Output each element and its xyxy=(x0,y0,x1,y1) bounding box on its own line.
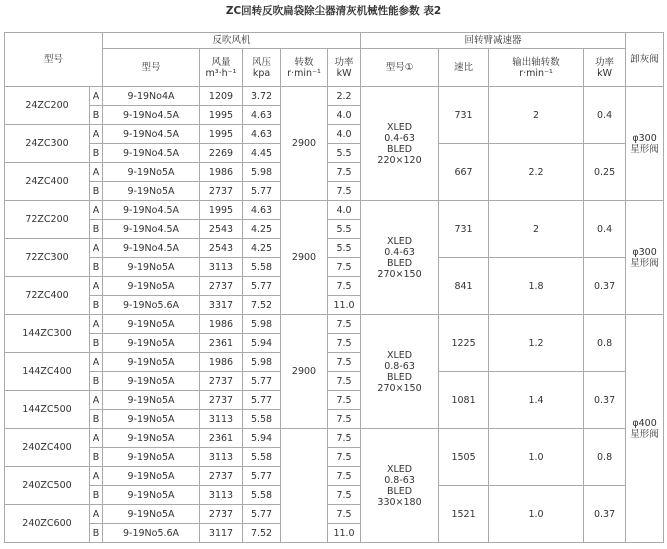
header-model: 型号 xyxy=(5,33,103,87)
fan-model-cell: 9-19No5A xyxy=(103,258,200,277)
header-flow-label: 风量 xyxy=(211,56,231,68)
reducer-power-cell: 0.37 xyxy=(584,258,626,315)
variant-cell: A xyxy=(90,315,103,334)
flow-cell: 3113 xyxy=(200,410,243,429)
reducer-model-line: 0.8-63 xyxy=(384,474,415,486)
fan-model-cell: 9-19No5.6A xyxy=(103,524,200,543)
variant-cell: B xyxy=(90,258,103,277)
fan-model-cell: 9-19No5A xyxy=(103,505,200,524)
power-cell: 7.5 xyxy=(328,410,361,429)
pressure-cell: 5.77 xyxy=(243,505,281,524)
fan-model-cell: 9-19No5A xyxy=(103,486,200,505)
model-cell: 24ZC200 xyxy=(5,87,90,125)
fan-model-cell: 9-19No5A xyxy=(103,315,200,334)
table-row xyxy=(5,201,664,220)
model-cell: 144ZC300 xyxy=(5,315,90,353)
header-speed-unit: r·min⁻¹ xyxy=(287,67,321,79)
variant-cell: B xyxy=(90,106,103,125)
model-cell: 24ZC400 xyxy=(5,163,90,201)
ash-valve-line: φ400 xyxy=(632,417,657,429)
flow-cell: 2737 xyxy=(200,372,243,391)
header-reducer-power-unit: kW xyxy=(597,67,612,79)
table-row xyxy=(5,315,664,334)
pressure-cell: 5.77 xyxy=(243,391,281,410)
variant-cell: A xyxy=(90,239,103,258)
flow-cell: 2737 xyxy=(200,467,243,486)
pressure-cell: 5.98 xyxy=(243,315,281,334)
variant-cell: A xyxy=(90,353,103,372)
model-cell: 72ZC300 xyxy=(5,239,90,277)
header-fan-model: 型号 xyxy=(103,49,200,87)
variant-cell: A xyxy=(90,125,103,144)
pressure-cell: 4.63 xyxy=(243,125,281,144)
power-cell: 4.0 xyxy=(328,201,361,220)
model-cell: 240ZC600 xyxy=(5,505,90,543)
performance-table xyxy=(4,32,664,543)
table-row xyxy=(5,429,664,448)
fan-model-cell: 9-19No4.5A xyxy=(103,125,200,144)
header-flow xyxy=(200,49,243,87)
ash-valve-cell xyxy=(626,315,664,543)
variant-cell: B xyxy=(90,220,103,239)
model-cell: 240ZC500 xyxy=(5,467,90,505)
reducer-model-line: XLED xyxy=(386,121,413,133)
power-cell: 7.5 xyxy=(328,334,361,353)
out-speed-cell: 1.0 xyxy=(489,429,584,486)
variant-cell: B xyxy=(90,296,103,315)
variant-cell: A xyxy=(90,467,103,486)
pressure-cell: 7.52 xyxy=(243,524,281,543)
header-power xyxy=(328,49,361,87)
pressure-cell: 5.58 xyxy=(243,258,281,277)
power-cell: 7.5 xyxy=(328,448,361,467)
speed-cell xyxy=(281,429,328,543)
fan-model-cell: 9-19No4.5A xyxy=(103,201,200,220)
ash-valve-line: 星形阀 xyxy=(630,428,659,440)
power-cell: 7.5 xyxy=(328,258,361,277)
power-cell: 5.5 xyxy=(328,144,361,163)
out-speed-cell: 2.2 xyxy=(489,144,584,201)
power-cell: 11.0 xyxy=(328,524,361,543)
variant-cell: A xyxy=(90,429,103,448)
flow-cell: 2361 xyxy=(200,334,243,353)
variant-cell: A xyxy=(90,163,103,182)
variant-cell: A xyxy=(90,391,103,410)
fan-model-cell: 9-19No5A xyxy=(103,182,200,201)
pressure-cell: 5.77 xyxy=(243,372,281,391)
speed-cell: 2900 xyxy=(281,87,328,201)
flow-cell: 3117 xyxy=(200,524,243,543)
ash-valve-line: 星形阀 xyxy=(630,257,659,269)
reducer-model-line: 220×120 xyxy=(377,154,422,166)
out-speed-cell: 1.8 xyxy=(489,258,584,315)
fan-model-cell: 9-19No5A xyxy=(103,410,200,429)
header-fan-group: 反吹风机 xyxy=(103,33,361,49)
ash-valve-line: φ300 xyxy=(632,132,657,144)
header-reducer-power xyxy=(584,49,626,87)
pressure-cell: 4.63 xyxy=(243,201,281,220)
power-cell: 11.0 xyxy=(328,296,361,315)
variant-cell: A xyxy=(90,201,103,220)
ratio-cell: 731 xyxy=(439,87,489,144)
out-speed-cell: 2 xyxy=(489,201,584,258)
fan-model-cell: 9-19No5A xyxy=(103,353,200,372)
out-speed-cell: 1.4 xyxy=(489,372,584,429)
reducer-power-cell: 0.4 xyxy=(584,87,626,144)
table-row xyxy=(5,87,664,106)
reducer-model-line: 270×150 xyxy=(377,382,422,394)
pressure-cell: 5.94 xyxy=(243,429,281,448)
variant-cell: B xyxy=(90,334,103,353)
reducer-model-line: BLED xyxy=(386,143,413,155)
flow-cell: 3113 xyxy=(200,258,243,277)
out-speed-cell: 2 xyxy=(489,87,584,144)
flow-cell: 1209 xyxy=(200,87,243,106)
header-out-speed-unit: r·min⁻¹ xyxy=(519,67,553,79)
ratio-cell: 667 xyxy=(439,144,489,201)
ratio-cell: 1081 xyxy=(439,372,489,429)
fan-model-cell: 9-19No5A xyxy=(103,467,200,486)
variant-cell: B xyxy=(90,524,103,543)
reducer-model-cell xyxy=(361,201,439,315)
reducer-power-cell: 0.37 xyxy=(584,486,626,543)
pressure-cell: 5.94 xyxy=(243,334,281,353)
out-speed-cell: 1.2 xyxy=(489,315,584,372)
reducer-model-line: XLED xyxy=(386,235,413,247)
pressure-cell: 3.72 xyxy=(243,87,281,106)
variant-cell: B xyxy=(90,372,103,391)
ash-valve-cell xyxy=(626,201,664,315)
reducer-power-cell: 0.8 xyxy=(584,429,626,486)
reducer-model-cell xyxy=(361,315,439,429)
power-cell: 2.2 xyxy=(328,87,361,106)
variant-cell: B xyxy=(90,448,103,467)
ratio-cell: 731 xyxy=(439,201,489,258)
ash-valve-line: φ300 xyxy=(632,246,657,258)
power-cell: 4.0 xyxy=(328,106,361,125)
reducer-model-line: 0.4-63 xyxy=(384,246,415,258)
pressure-cell: 5.58 xyxy=(243,410,281,429)
fan-model-cell: 9-19No5A xyxy=(103,391,200,410)
header-out-speed xyxy=(489,49,584,87)
header-out-speed-label: 输出轴转数 xyxy=(512,56,560,68)
ratio-cell: 841 xyxy=(439,258,489,315)
pressure-cell: 5.77 xyxy=(243,467,281,486)
reducer-power-cell: 0.37 xyxy=(584,372,626,429)
variant-cell: B xyxy=(90,486,103,505)
pressure-cell: 4.25 xyxy=(243,220,281,239)
variant-cell: A xyxy=(90,505,103,524)
header-pressure-unit: kpa xyxy=(252,67,271,79)
power-cell: 7.5 xyxy=(328,277,361,296)
fan-model-cell: 9-19No5A xyxy=(103,429,200,448)
fan-model-cell: 9-19No4.5A xyxy=(103,144,200,163)
variant-cell: A xyxy=(90,277,103,296)
power-cell: 5.5 xyxy=(328,239,361,258)
flow-cell: 1995 xyxy=(200,106,243,125)
power-cell: 7.5 xyxy=(328,182,361,201)
header-ash-valve: 卸灰阀 xyxy=(626,33,664,87)
reducer-model-cell xyxy=(361,429,439,543)
table-row xyxy=(5,372,664,391)
pressure-cell: 5.58 xyxy=(243,486,281,505)
flow-cell: 2361 xyxy=(200,429,243,448)
flow-cell: 1995 xyxy=(200,201,243,220)
table-row xyxy=(5,144,664,163)
flow-cell: 2737 xyxy=(200,182,243,201)
header-flow-unit: m³·h⁻¹ xyxy=(205,67,237,79)
power-cell: 7.5 xyxy=(328,353,361,372)
model-cell: 144ZC400 xyxy=(5,353,90,391)
fan-model-cell: 9-19No4.5A xyxy=(103,239,200,258)
reducer-model-cell xyxy=(361,87,439,201)
header-pressure-label: 风压 xyxy=(252,56,272,68)
reducer-model-line: BLED xyxy=(386,371,413,383)
power-cell: 5.5 xyxy=(328,220,361,239)
variant-cell: B xyxy=(90,410,103,429)
reducer-power-cell: 0.4 xyxy=(584,201,626,258)
header-speed xyxy=(281,49,328,87)
reducer-model-line: BLED xyxy=(386,485,413,497)
reducer-model-line: 0.8-63 xyxy=(384,360,415,372)
header-power-label: 功率 xyxy=(334,56,354,68)
fan-model-cell: 9-19No5A xyxy=(103,163,200,182)
flow-cell: 3113 xyxy=(200,448,243,467)
flow-cell: 3113 xyxy=(200,486,243,505)
reducer-model-line: XLED xyxy=(386,349,413,361)
flow-cell: 2737 xyxy=(200,505,243,524)
model-cell: 72ZC400 xyxy=(5,277,90,315)
pressure-cell: 4.63 xyxy=(243,106,281,125)
model-cell: 240ZC400 xyxy=(5,429,90,467)
ratio-cell: 1505 xyxy=(439,429,489,486)
power-cell: 7.5 xyxy=(328,467,361,486)
fan-model-cell: 9-19No5A xyxy=(103,277,200,296)
ash-valve-cell xyxy=(626,87,664,201)
header-speed-label: 转数 xyxy=(294,56,314,68)
header-power-unit: kW xyxy=(336,67,352,79)
reducer-model-line: 330×180 xyxy=(377,496,422,508)
flow-cell: 1995 xyxy=(200,125,243,144)
flow-cell: 2543 xyxy=(200,220,243,239)
reducer-model-line: XLED xyxy=(386,463,413,475)
out-speed-cell: 1.0 xyxy=(489,486,584,543)
pressure-cell: 5.98 xyxy=(243,163,281,182)
pressure-cell: 4.25 xyxy=(243,239,281,258)
reducer-model-line: 270×150 xyxy=(377,268,422,280)
power-cell: 7.5 xyxy=(328,429,361,448)
pressure-cell: 7.52 xyxy=(243,296,281,315)
flow-cell: 2737 xyxy=(200,391,243,410)
header-pressure xyxy=(243,49,281,87)
power-cell: 7.5 xyxy=(328,391,361,410)
power-cell: 7.5 xyxy=(328,486,361,505)
pressure-cell: 5.77 xyxy=(243,277,281,296)
fan-model-cell: 9-19No5A xyxy=(103,448,200,467)
variant-cell: B xyxy=(90,182,103,201)
table-title: ZC回转反吹扁袋除尘器清灰机械性能参数 表2 xyxy=(225,5,442,17)
header-reducer-group: 回转臂减速器 xyxy=(361,33,626,49)
model-cell: 144ZC500 xyxy=(5,391,90,429)
pressure-cell: 5.58 xyxy=(243,448,281,467)
fan-model-cell: 9-19No5A xyxy=(103,372,200,391)
variant-cell: B xyxy=(90,144,103,163)
variant-cell: A xyxy=(90,87,103,106)
model-cell: 24ZC300 xyxy=(5,125,90,163)
ratio-cell: 1225 xyxy=(439,315,489,372)
header-ratio: 速比 xyxy=(439,49,489,87)
reducer-model-line: BLED xyxy=(386,257,413,269)
fan-model-cell: 9-19No5.6A xyxy=(103,296,200,315)
table-row xyxy=(5,258,664,277)
header-reducer-power-label: 功率 xyxy=(595,56,615,68)
flow-cell: 2269 xyxy=(200,144,243,163)
fan-model-cell: 9-19No4.5A xyxy=(103,220,200,239)
reducer-power-cell: 0.25 xyxy=(584,144,626,201)
reducer-model-line: 0.4-63 xyxy=(384,132,415,144)
reducer-power-cell: 0.8 xyxy=(584,315,626,372)
ratio-cell: 1521 xyxy=(439,486,489,543)
fan-model-cell: 9-19No5A xyxy=(103,334,200,353)
pressure-cell: 5.98 xyxy=(243,353,281,372)
fan-model-cell: 9-19No4A xyxy=(103,87,200,106)
speed-cell: 2900 xyxy=(281,201,328,315)
flow-cell: 1986 xyxy=(200,315,243,334)
table-row xyxy=(5,486,664,505)
flow-cell: 3317 xyxy=(200,296,243,315)
speed-cell: 2900 xyxy=(281,315,328,429)
power-cell: 7.5 xyxy=(328,505,361,524)
flow-cell: 1986 xyxy=(200,163,243,182)
power-cell: 7.5 xyxy=(328,163,361,182)
flow-cell: 2543 xyxy=(200,239,243,258)
power-cell: 4.0 xyxy=(328,125,361,144)
pressure-cell: 5.77 xyxy=(243,182,281,201)
model-cell: 72ZC200 xyxy=(5,201,90,239)
power-cell: 7.5 xyxy=(328,315,361,334)
ash-valve-line: 星形阀 xyxy=(630,143,659,155)
power-cell: 7.5 xyxy=(328,372,361,391)
pressure-cell: 4.45 xyxy=(243,144,281,163)
flow-cell: 1986 xyxy=(200,353,243,372)
header-reducer-model: 型号① xyxy=(361,49,439,87)
fan-model-cell: 9-19No4.5A xyxy=(103,106,200,125)
flow-cell: 2737 xyxy=(200,277,243,296)
